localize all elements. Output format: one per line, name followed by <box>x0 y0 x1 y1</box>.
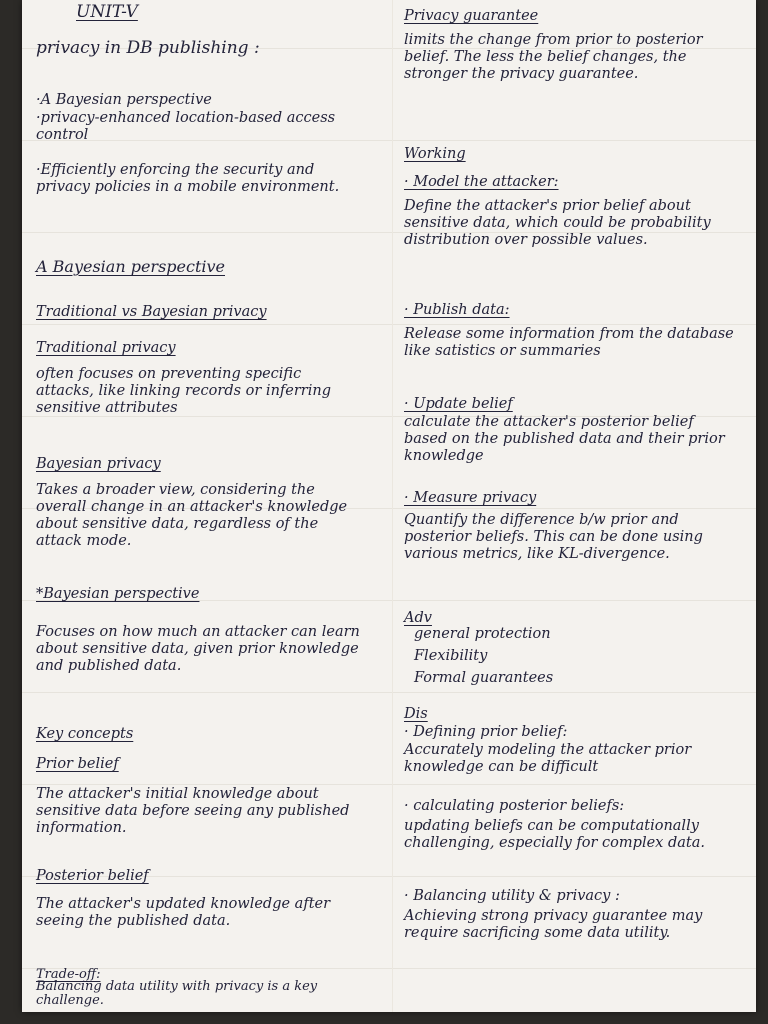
paragraph: Quantify the difference b/w prior and posterior beliefs. This can be done using various metrics, like KL-divergence. <box>404 512 703 562</box>
list-item: general protection <box>414 626 551 642</box>
subheading: · Defining prior belief: <box>404 724 568 740</box>
section-title: A Bayesian perspective <box>36 257 225 276</box>
subheading: Bayesian privacy <box>36 456 161 472</box>
subheading: · Balancing utility & privacy : <box>404 888 620 904</box>
right-column <box>404 0 749 1012</box>
subheading: · Measure privacy <box>404 490 537 506</box>
paragraph: The attacker's initial knowledge about sensitive data before seeing any published information. <box>36 786 350 836</box>
paragraph: Balancing data utility with privacy is a key challenge. <box>36 979 318 1008</box>
subheading: Adv <box>404 610 432 626</box>
bullet-item: ·Efficiently enforcing the security and privacy policies in a mobile environment. <box>36 162 340 195</box>
subheading: Posterior belief <box>36 868 149 884</box>
column-divider <box>392 0 393 1012</box>
paragraph: Define the attacker's prior belief about sensitive data, which could be probability distribution over possible values. <box>404 198 711 248</box>
bullet-item: ·privacy-enhanced location-based access control <box>36 110 336 143</box>
list-item: Flexibility <box>414 648 488 664</box>
subheading: · Update belief <box>404 396 513 412</box>
paragraph: Achieving strong privacy guarantee may require sacrificing some data utility. <box>404 908 703 941</box>
left-column <box>36 0 381 1012</box>
subheading: Traditional vs Bayesian privacy <box>36 304 267 320</box>
paragraph: Accurately modeling the attacker prior knowledge can be difficult <box>404 742 692 775</box>
paragraph: limits the change from prior to posterior belief. The less the belief changes, the stronger the privacy guarantee. <box>404 32 703 82</box>
paragraph: The attacker's updated knowledge after seeing the published data. <box>36 896 331 929</box>
subheading: Prior belief <box>36 756 119 772</box>
subheading: Dis <box>404 706 428 722</box>
subheading: Privacy guarantee <box>404 8 539 24</box>
main-heading: privacy in DB publishing : <box>36 38 260 58</box>
notebook-page <box>22 0 756 1012</box>
paragraph: Takes a broader view, considering the overall change in an attacker's knowledge about sensitive data, regardless of the attack mode. <box>36 482 348 549</box>
paragraph: updating beliefs can be computationally challenging, especially for complex data. <box>404 818 705 851</box>
paragraph: calculate the attacker's posterior belief based on the published data and their prior knowledge <box>404 414 725 464</box>
subheading: Working <box>404 146 466 162</box>
subheading: · Model the attacker: <box>404 174 559 190</box>
paragraph: often focuses on preventing specific attacks, like linking records or inferring sensitive attributes <box>36 366 331 416</box>
unit-title: UNIT-V <box>76 2 138 22</box>
paragraph: Release some information from the database like satistics or summaries <box>404 326 734 359</box>
subheading: · calculating posterior beliefs: <box>404 798 625 814</box>
subheading: Key concepts <box>36 726 134 742</box>
bullet-item: ·A Bayesian perspective <box>36 92 212 108</box>
subheading: · Publish data: <box>404 302 510 318</box>
subheading: *Bayesian perspective <box>36 586 200 602</box>
subheading: Traditional privacy <box>36 340 176 356</box>
subheading: Trade-off: <box>36 967 101 982</box>
paragraph: Focuses on how much an attacker can learn about sensitive data, given prior knowledge and published data. <box>36 624 360 674</box>
list-item: Formal guarantees <box>414 670 554 686</box>
